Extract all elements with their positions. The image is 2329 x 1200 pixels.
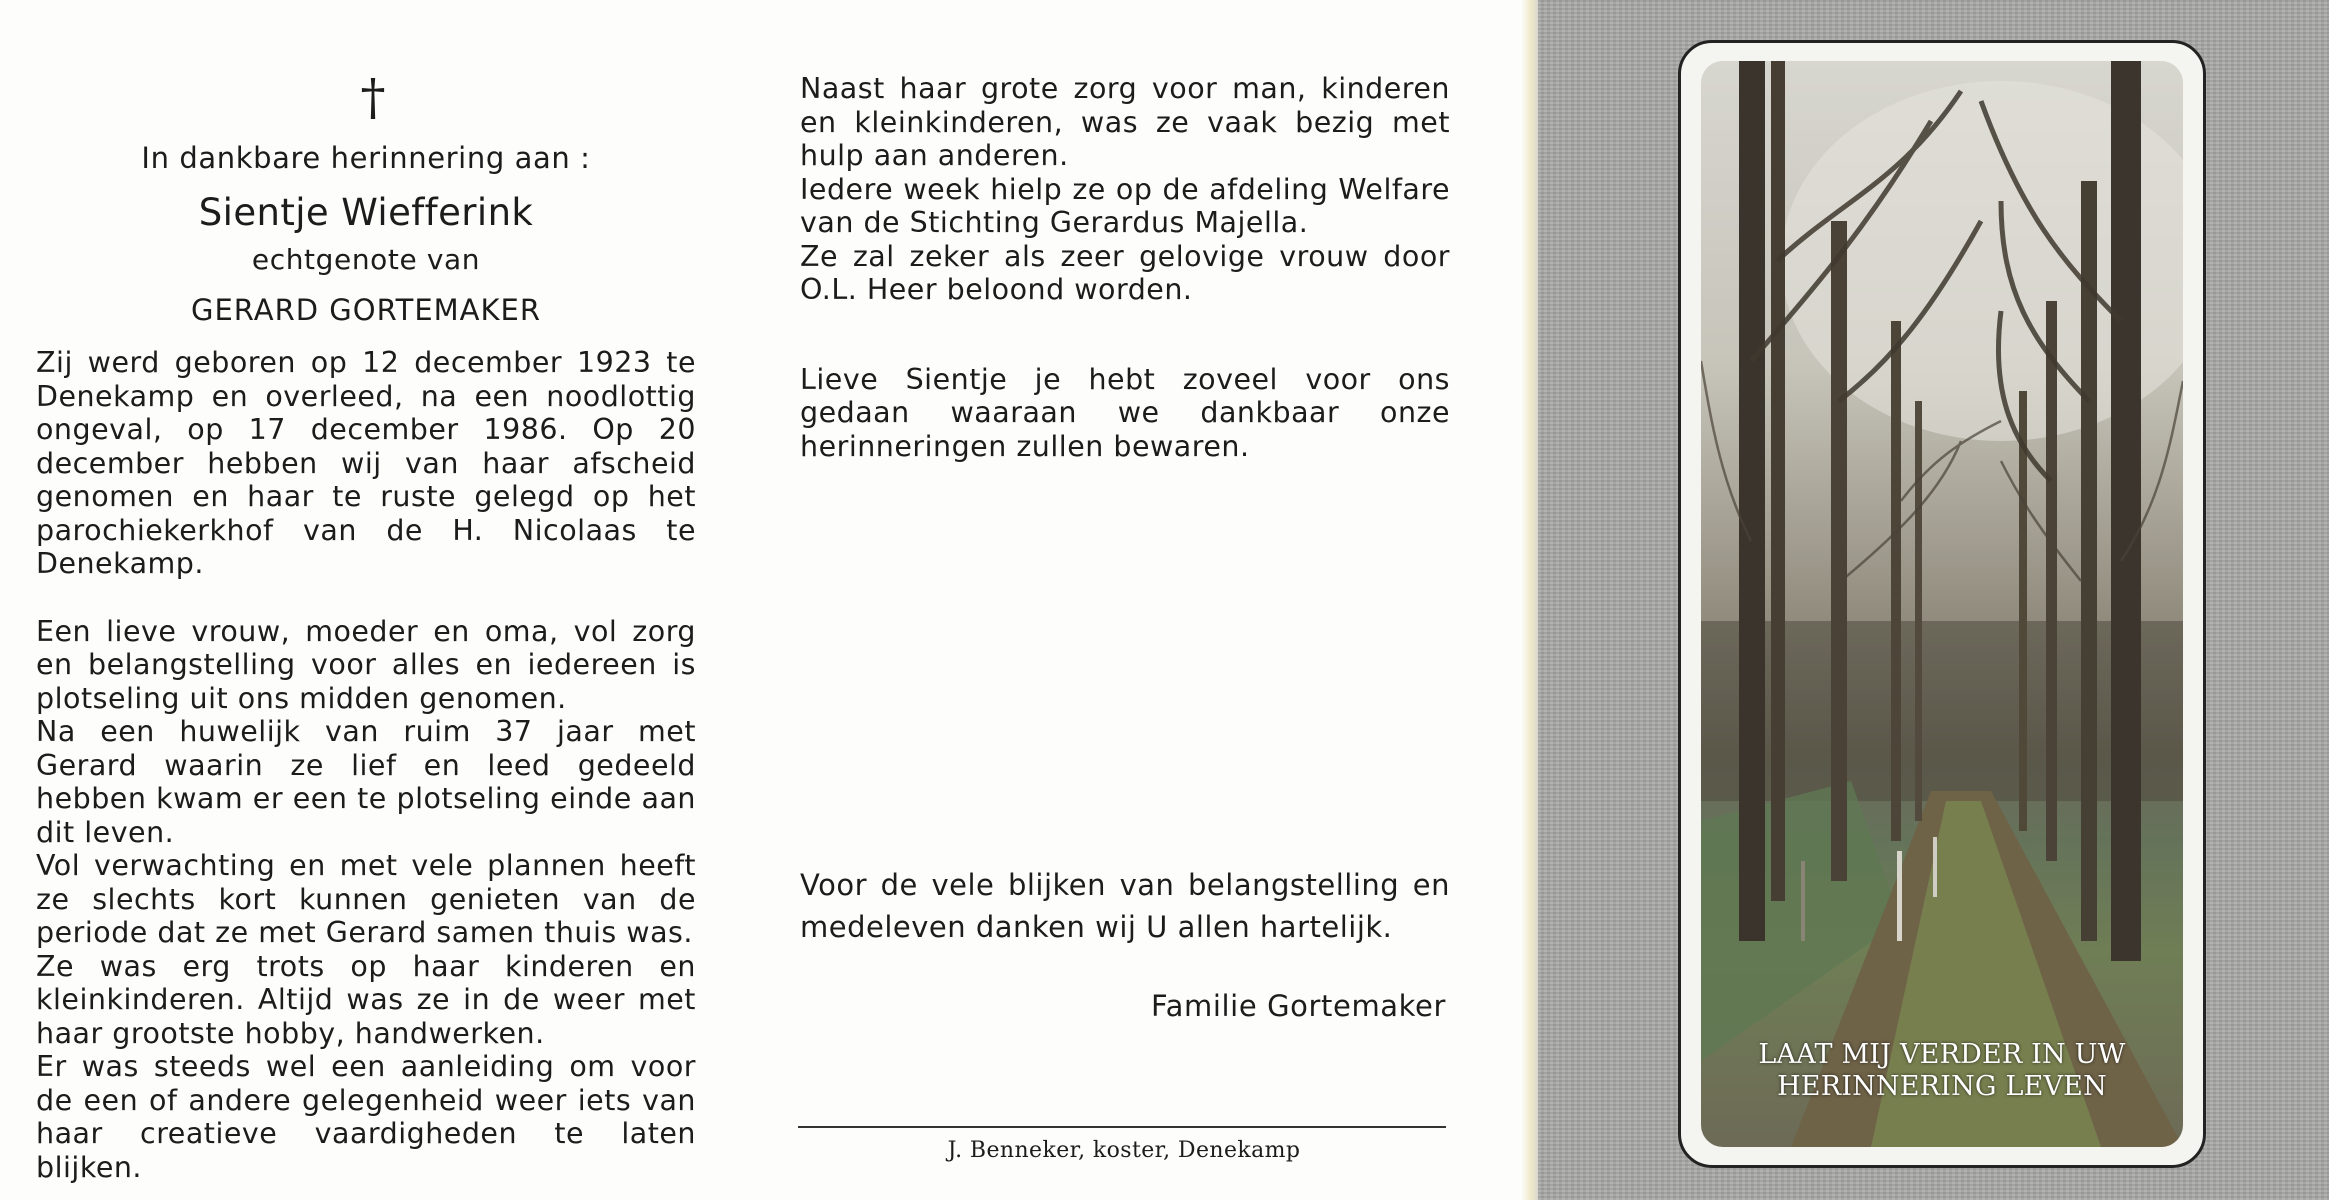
landscape-illustration [1701, 61, 2183, 1147]
tree-lined-path-photo [1701, 61, 2183, 1147]
divider-rule [798, 1126, 1446, 1128]
family-signature: Familie Gortemaker [1151, 989, 1446, 1023]
motto-line-1: LAAT MIJ VERDER IN UW [1758, 1039, 2126, 1070]
motto-line-2: HERINNERING LEVEN [1777, 1071, 2107, 1102]
spouse-name: GERARD GORTEMAKER [190, 293, 542, 327]
spouse-label: echtgenote van [251, 243, 481, 276]
left-column [36, 70, 696, 1184]
cover-motto [1701, 1039, 2183, 1103]
printer-credit: J. Benneker, koster, Denekamp [947, 1138, 1301, 1163]
character-paragraph: Een lieve vrouw, moeder en oma, vol zorg en belangstelling voor alles en iedereen is plotseling uit ons midden genomen. Na een huwelijk van ruim 37 jaar met Gerard waarin ze lief en leed gedeeld hebben kwam er een te plotseling einde aan dit leven. Vol verwachting en met vele plannen heeft ze slechts kort kunnen genieten van de periode dat ze met Gerard samen thuis was. Ze was erg trots op haar kinderen en kleinkinderen. Altijd was ze in de weer met haar grootste hobby, handwerken. Er was steeds wel een aanleiding om voor de een of andere gelegenheid weer iets van haar creatieve vaardigheden te laten blijken. [36, 614, 696, 1184]
biography-paragraph: Zij werd geboren op 12 december 1923 te Denekamp en overleed, na een noodlottig ongeval, op 17 december 1986. Op 20 december hebben wij van haar afscheid genomen en haar te ruste gelegd op het parochiekerkhof van de H. Nicolaas te Denekamp. [36, 346, 696, 580]
farewell-paragraph: Lieve Sientje je hebt zoveel voor ons gedaan waaraan we dankbaar onze herinneringen zullen bewaren. [800, 362, 1450, 463]
deceased-name: Sientje Wiefferink [198, 191, 534, 234]
volunteer-paragraph: Naast haar grote zorg voor man, kinderen en kleinkinderen, was ze vaak bezig met hulp aan anderen. Iedere week hielp ze op de afdeling Welfare van de Stichting Gerardus Majella. Ze zal zeker als zeer gelovige vrouw door O.L. Heer beloond worden. [800, 72, 1450, 306]
cross-symbol: † [360, 68, 386, 126]
intro-line: In dankbare herinnering aan : [141, 141, 591, 175]
thanks-text: Voor de vele blijken van belangstelling en medeleven danken wij U allen hartelijk. [800, 868, 1450, 944]
right-column [800, 72, 1450, 463]
photo-frame [1678, 40, 2206, 1168]
card-fold [1522, 0, 1538, 1200]
